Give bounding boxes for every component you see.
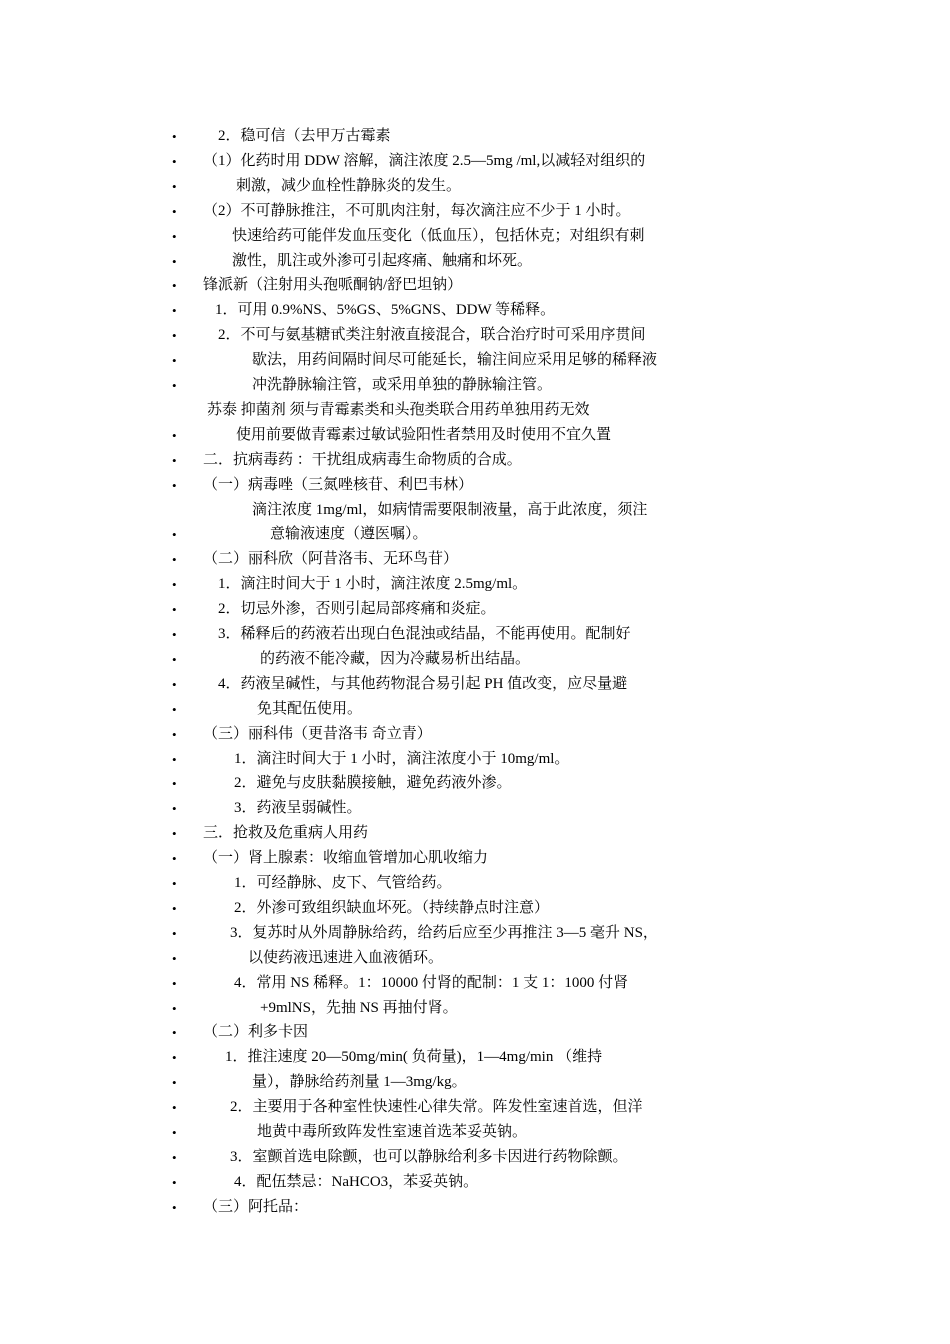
bullet-icon: • bbox=[172, 129, 177, 144]
line-text: 1．可经静脉、皮下、气管给药。 bbox=[234, 875, 452, 891]
list-item bbox=[0, 522, 950, 547]
line-text: 苏泰 抑菌剂 须与青霉素类和头孢类联合用药单独用药无效 bbox=[207, 402, 590, 418]
line-text: 2．外渗可致组织缺血坏死。（持续静点时注意） bbox=[234, 900, 550, 916]
list-item bbox=[0, 1170, 950, 1195]
bullet-icon: • bbox=[172, 876, 177, 891]
bullet-icon: • bbox=[172, 1001, 177, 1016]
line-text: 免其配伍使用。 bbox=[257, 701, 363, 717]
list-item bbox=[0, 697, 950, 722]
line-text: （二）丽科欣（阿昔洛韦、无环鸟苷） bbox=[203, 551, 459, 567]
bullet-icon: • bbox=[172, 1200, 177, 1215]
line-text: 锋派新（注射用头孢哌酮钠/舒巴坦钠） bbox=[203, 277, 463, 293]
line-text: 1．滴注时间大于 1 小时，滴注浓度 2.5mg/ml。 bbox=[218, 576, 528, 592]
line-text: 2．切忌外渗，否则引起局部疼痛和炎症。 bbox=[218, 601, 496, 617]
list-item bbox=[0, 298, 950, 323]
list-item bbox=[0, 199, 950, 224]
bullet-icon: • bbox=[172, 951, 177, 966]
bullet-icon: • bbox=[172, 527, 177, 542]
list-item bbox=[0, 473, 950, 498]
list-item bbox=[0, 1070, 950, 1095]
list-item bbox=[0, 896, 950, 921]
line-text: 4．药液呈碱性，与其他药物混合易引起 PH 值改变，应尽量避 bbox=[218, 676, 628, 692]
line-text: 2．稳可信（去甲万古霉素 bbox=[218, 128, 391, 144]
list-item bbox=[0, 796, 950, 821]
bullet-icon: • bbox=[172, 254, 177, 269]
bullet-icon: • bbox=[172, 428, 177, 443]
list-item bbox=[0, 1120, 950, 1145]
bullet-icon: • bbox=[172, 851, 177, 866]
list-item bbox=[0, 373, 950, 398]
line-text: 快速给药可能伴发血压变化（低血压），包括休克；对组织有刺 bbox=[232, 228, 645, 244]
bullet-icon: • bbox=[172, 378, 177, 393]
line-text: （1）化药时用 DDW 溶解，滴注浓度 2.5—5mg /ml,以减轻对组织的 bbox=[203, 153, 646, 169]
list-item bbox=[0, 971, 950, 996]
bullet-icon: • bbox=[172, 602, 177, 617]
line-text: （一）病毒唑（三氮唑核苷、利巴韦林） bbox=[203, 477, 474, 493]
list-item bbox=[0, 273, 950, 298]
bullet-icon: • bbox=[172, 1175, 177, 1190]
bullet-icon: • bbox=[172, 752, 177, 767]
line-text: 4．配伍禁忌：NaHCO3，苯妥英钠。 bbox=[234, 1174, 479, 1190]
list-item bbox=[0, 1145, 950, 1170]
bullet-icon: • bbox=[172, 478, 177, 493]
line-text: 地黄中毒所致阵发性室速首选苯妥英钠。 bbox=[257, 1124, 528, 1140]
line-text: 以使药液迅速进入血液循环。 bbox=[248, 950, 444, 966]
list-item bbox=[0, 622, 950, 647]
line-text: 三．抢救及危重病人用药 bbox=[203, 825, 369, 841]
list-item bbox=[0, 921, 950, 946]
bullet-icon: • bbox=[172, 1150, 177, 1165]
line-text: 2．不可与氨基糖甙类注射液直接混合，联合治疗时可采用序贯间 bbox=[218, 327, 646, 343]
line-text: 二．抗病毒药 ：干扰组成病毒生命物质的合成。 bbox=[203, 452, 522, 468]
bullet-icon: • bbox=[172, 328, 177, 343]
bullet-icon: • bbox=[172, 801, 177, 816]
list-item bbox=[0, 572, 950, 597]
bullet-icon: • bbox=[172, 702, 177, 717]
list-item bbox=[0, 448, 950, 473]
line-text: （2）不可静脉推注，不可肌肉注射，每次滴注应不少于 1 小时。 bbox=[203, 203, 631, 219]
list-item bbox=[0, 1195, 950, 1220]
list-item bbox=[0, 771, 950, 796]
list-item bbox=[0, 946, 950, 971]
line-text: 3．复苏时从外周静脉给药，给药后应至少再推注 3—5 毫升 NS， bbox=[230, 925, 658, 941]
list-item bbox=[0, 398, 950, 423]
bullet-icon: • bbox=[172, 453, 177, 468]
list-item bbox=[0, 747, 950, 772]
line-text: 4．常用 NS 稀释。1：10000 付肾的配制：1 支 1：1000 付肾 bbox=[234, 975, 629, 991]
line-text: 3．药液呈弱碱性。 bbox=[234, 800, 362, 816]
list-item bbox=[0, 597, 950, 622]
bullet-icon: • bbox=[172, 652, 177, 667]
bullet-icon: • bbox=[172, 1050, 177, 1065]
bullet-icon: • bbox=[172, 677, 177, 692]
list-item bbox=[0, 174, 950, 199]
line-text: 2．避免与皮肤黏膜接触，避免药液外渗。 bbox=[234, 775, 512, 791]
bullet-icon: • bbox=[172, 901, 177, 916]
bullet-icon: • bbox=[172, 353, 177, 368]
line-text: 1．可用 0.9%NS、5%GS、5%GNS、DDW 等稀释。 bbox=[215, 302, 556, 318]
line-text: 激性，肌注或外渗可引起疼痛、触痛和坏死。 bbox=[232, 253, 533, 269]
bullet-icon: • bbox=[172, 826, 177, 841]
list-item bbox=[0, 547, 950, 572]
line-text: 使用前要做青霉素过敏试验阳性者禁用及时使用不宜久置 bbox=[236, 427, 612, 443]
line-text: 冲洗静脉输注管，或采用单独的静脉输注管。 bbox=[252, 377, 553, 393]
line-text: 1．推注速度 20—50mg/min( 负荷量)，1—4mg/min （维持 bbox=[225, 1049, 603, 1065]
line-text: 量），静脉给药剂量 1—3mg/kg。 bbox=[252, 1074, 467, 1090]
line-text: +9mlNS，先抽 NS 再抽付肾。 bbox=[260, 1000, 458, 1016]
line-text: 歇法，用药间隔时间尽可能延长，输注间应采用足够的稀释液 bbox=[252, 352, 658, 368]
list-item bbox=[0, 846, 950, 871]
bullet-icon: • bbox=[172, 154, 177, 169]
line-text: 3．室颤首选电除颤，也可以静脉给利多卡因进行药物除颤。 bbox=[230, 1149, 628, 1165]
bullet-icon: • bbox=[172, 552, 177, 567]
line-text: 滴注浓度 1mg/ml，如病情需要限制液量，高于此浓度，须注 bbox=[252, 502, 648, 518]
bullet-icon: • bbox=[172, 1100, 177, 1115]
bullet-icon: • bbox=[172, 727, 177, 742]
bullet-icon: • bbox=[172, 229, 177, 244]
bullet-icon: • bbox=[172, 627, 177, 642]
list-item bbox=[0, 348, 950, 373]
line-text: 1．滴注时间大于 1 小时，滴注浓度小于 10mg/ml。 bbox=[234, 751, 570, 767]
list-item bbox=[0, 323, 950, 348]
line-text: 刺激，减少血栓性静脉炎的发生。 bbox=[236, 178, 462, 194]
line-text: （三）丽科伟（更昔洛韦 奇立青） bbox=[203, 726, 432, 742]
list-item bbox=[0, 1045, 950, 1070]
bullet-icon: • bbox=[172, 1075, 177, 1090]
list-item bbox=[0, 124, 950, 149]
line-text: （二）利多卡因 bbox=[203, 1024, 309, 1040]
line-text: （三）阿托品： bbox=[203, 1199, 309, 1215]
bullet-icon: • bbox=[172, 278, 177, 293]
bullet-icon: • bbox=[172, 776, 177, 791]
list-item bbox=[0, 1020, 950, 1045]
bullet-icon: • bbox=[172, 1025, 177, 1040]
list-item bbox=[0, 423, 950, 448]
list-item bbox=[0, 871, 950, 896]
bullet-icon: • bbox=[172, 926, 177, 941]
bullet-icon: • bbox=[172, 303, 177, 318]
line-text: 3．稀释后的药液若出现白色混浊或结晶，不能再使用。配制好 bbox=[218, 626, 631, 642]
list-item bbox=[0, 821, 950, 846]
line-text: 的药液不能冷藏，因为冷藏易析出结晶。 bbox=[260, 651, 531, 667]
list-item bbox=[0, 996, 950, 1021]
bullet-icon: • bbox=[172, 204, 177, 219]
list-item bbox=[0, 149, 950, 174]
bullet-icon: • bbox=[172, 179, 177, 194]
line-text: 意输液速度（遵医嘱）。 bbox=[270, 526, 428, 542]
list-item bbox=[0, 672, 950, 697]
bullet-icon: • bbox=[172, 1125, 177, 1140]
list-item bbox=[0, 1095, 950, 1120]
list-item bbox=[0, 722, 950, 747]
list-item bbox=[0, 249, 950, 274]
list-item bbox=[0, 647, 950, 672]
bullet-icon: • bbox=[172, 577, 177, 592]
bullet-icon: • bbox=[172, 976, 177, 991]
list-item bbox=[0, 224, 950, 249]
line-text: 2．主要用于各种室性快速性心律失常。阵发性室速首选，但洋 bbox=[230, 1099, 643, 1115]
line-text: （一）肾上腺素：收缩血管增加心肌收缩力 bbox=[203, 850, 489, 866]
list-item bbox=[0, 498, 950, 523]
